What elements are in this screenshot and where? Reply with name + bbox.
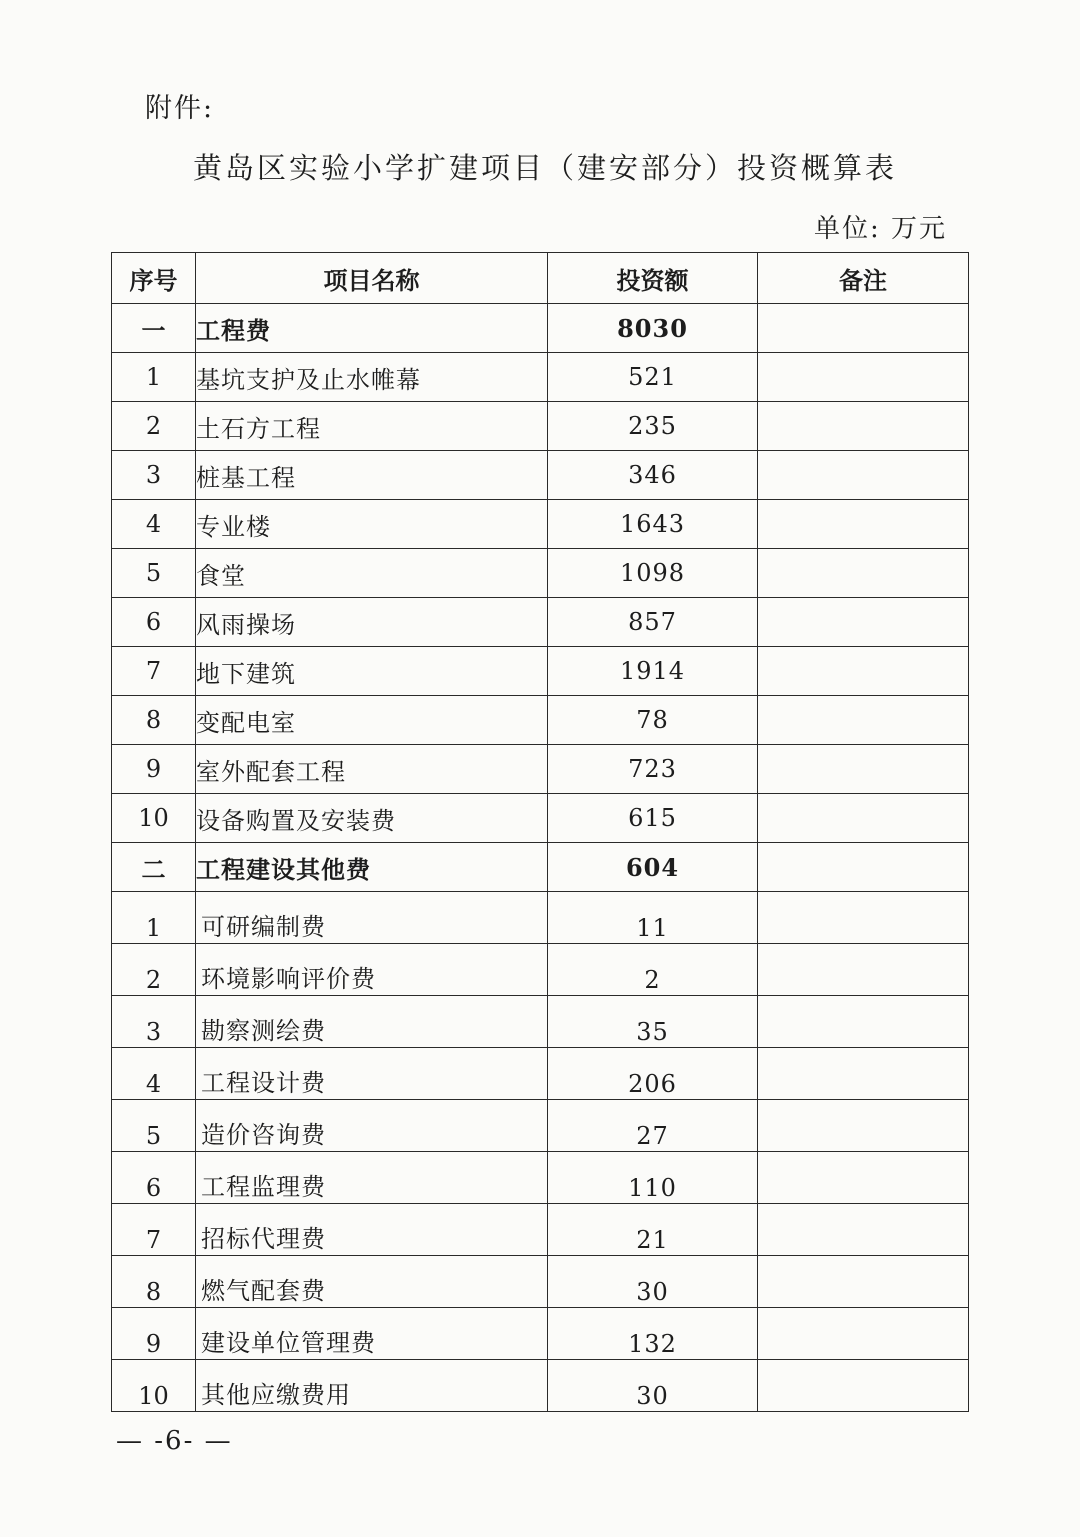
row-name: 其他应缴费用 [196,1360,548,1412]
row-name: 设备购置及安装费 [196,794,548,843]
row-amount: 235 [548,402,758,451]
investment-estimate-table [111,252,969,1412]
row-name: 工程设计费 [196,1048,548,1100]
row-index: 一 [112,304,196,353]
table-row [112,892,969,944]
row-note [758,1048,969,1100]
row-name: 基坑支护及止水帷幕 [196,353,548,402]
row-index: 1 [112,892,196,944]
row-amount: 206 [548,1048,758,1100]
document-title: 黄岛区实验小学扩建项目（建安部分）投资概算表 [192,151,897,185]
row-note [758,1360,969,1412]
row-name: 建设单位管理费 [196,1308,548,1360]
table-row [112,598,969,647]
row-name: 燃气配套费 [196,1256,548,1308]
row-amount: 1914 [548,647,758,696]
row-name: 桩基工程 [196,451,548,500]
row-name: 风雨操场 [196,598,548,647]
row-note [758,696,969,745]
table-body [112,304,969,1412]
table-row [112,1256,969,1308]
row-index: 二 [112,843,196,892]
column-header-name: 项目名称 [196,253,548,304]
column-header-index: 序号 [112,253,196,304]
section-row [112,304,969,353]
row-amount: 30 [548,1360,758,1412]
row-name: 食堂 [196,549,548,598]
table-row [112,996,969,1048]
table-row [112,549,969,598]
row-amount: 132 [548,1308,758,1360]
row-name: 地下建筑 [196,647,548,696]
row-index: 10 [112,1360,196,1412]
row-index: 3 [112,996,196,1048]
row-note [758,1152,969,1204]
row-name: 工程建设其他费 [196,843,548,892]
row-amount: 110 [548,1152,758,1204]
row-note [758,892,969,944]
row-amount: 2 [548,944,758,996]
row-note [758,843,969,892]
row-note [758,402,969,451]
column-header-amount: 投资额 [548,253,758,304]
table-row [112,1048,969,1100]
row-amount: 521 [548,353,758,402]
column-header-note: 备注 [758,253,969,304]
table-row [112,1152,969,1204]
row-index: 10 [112,794,196,843]
row-index: 6 [112,1152,196,1204]
row-index: 6 [112,598,196,647]
row-note [758,745,969,794]
row-index: 1 [112,353,196,402]
table-row [112,696,969,745]
row-name: 勘察测绘费 [196,996,548,1048]
row-note [758,1100,969,1152]
row-note [758,353,969,402]
unit-label: 单位: 万元 [814,214,948,244]
row-amount: 11 [548,892,758,944]
row-index: 4 [112,500,196,549]
row-note [758,944,969,996]
row-note [758,304,969,353]
table-header-row [112,253,969,304]
row-name: 环境影响评价费 [196,944,548,996]
row-amount: 27 [548,1100,758,1152]
row-name: 专业楼 [196,500,548,549]
row-amount: 604 [548,843,758,892]
row-note [758,549,969,598]
row-note [758,647,969,696]
row-note [758,1204,969,1256]
table-row [112,647,969,696]
row-name: 造价咨询费 [196,1100,548,1152]
table-row [112,353,969,402]
row-name: 变配电室 [196,696,548,745]
row-index: 7 [112,1204,196,1256]
row-index: 7 [112,647,196,696]
row-index: 8 [112,696,196,745]
table-row [112,1360,969,1412]
row-amount: 615 [548,794,758,843]
row-note [758,1308,969,1360]
row-index: 9 [112,1308,196,1360]
row-amount: 21 [548,1204,758,1256]
page-number: — -6- — [116,1426,233,1456]
row-index: 2 [112,402,196,451]
row-amount: 1098 [548,549,758,598]
table-row [112,745,969,794]
row-index: 2 [112,944,196,996]
row-note [758,598,969,647]
table-row [112,1100,969,1152]
row-name: 招标代理费 [196,1204,548,1256]
row-amount: 857 [548,598,758,647]
section-row [112,843,969,892]
table-row [112,451,969,500]
row-index: 3 [112,451,196,500]
table-row [112,1308,969,1360]
row-note [758,996,969,1048]
row-index: 9 [112,745,196,794]
row-amount: 346 [548,451,758,500]
row-index: 8 [112,1256,196,1308]
row-name: 工程费 [196,304,548,353]
table-row [112,402,969,451]
row-amount: 35 [548,996,758,1048]
row-index: 4 [112,1048,196,1100]
row-index: 5 [112,549,196,598]
row-name: 室外配套工程 [196,745,548,794]
table-row [112,500,969,549]
table-row [112,944,969,996]
row-name: 工程监理费 [196,1152,548,1204]
table-row [112,1204,969,1256]
row-name: 土石方工程 [196,402,548,451]
row-name: 可研编制费 [196,892,548,944]
row-amount: 723 [548,745,758,794]
row-note [758,500,969,549]
row-note [758,794,969,843]
row-amount: 30 [548,1256,758,1308]
row-note [758,451,969,500]
attachment-label: 附件: [145,93,215,124]
row-index: 5 [112,1100,196,1152]
row-amount: 1643 [548,500,758,549]
row-amount: 78 [548,696,758,745]
table-row [112,794,969,843]
row-note [758,1256,969,1308]
row-amount: 8030 [548,304,758,353]
